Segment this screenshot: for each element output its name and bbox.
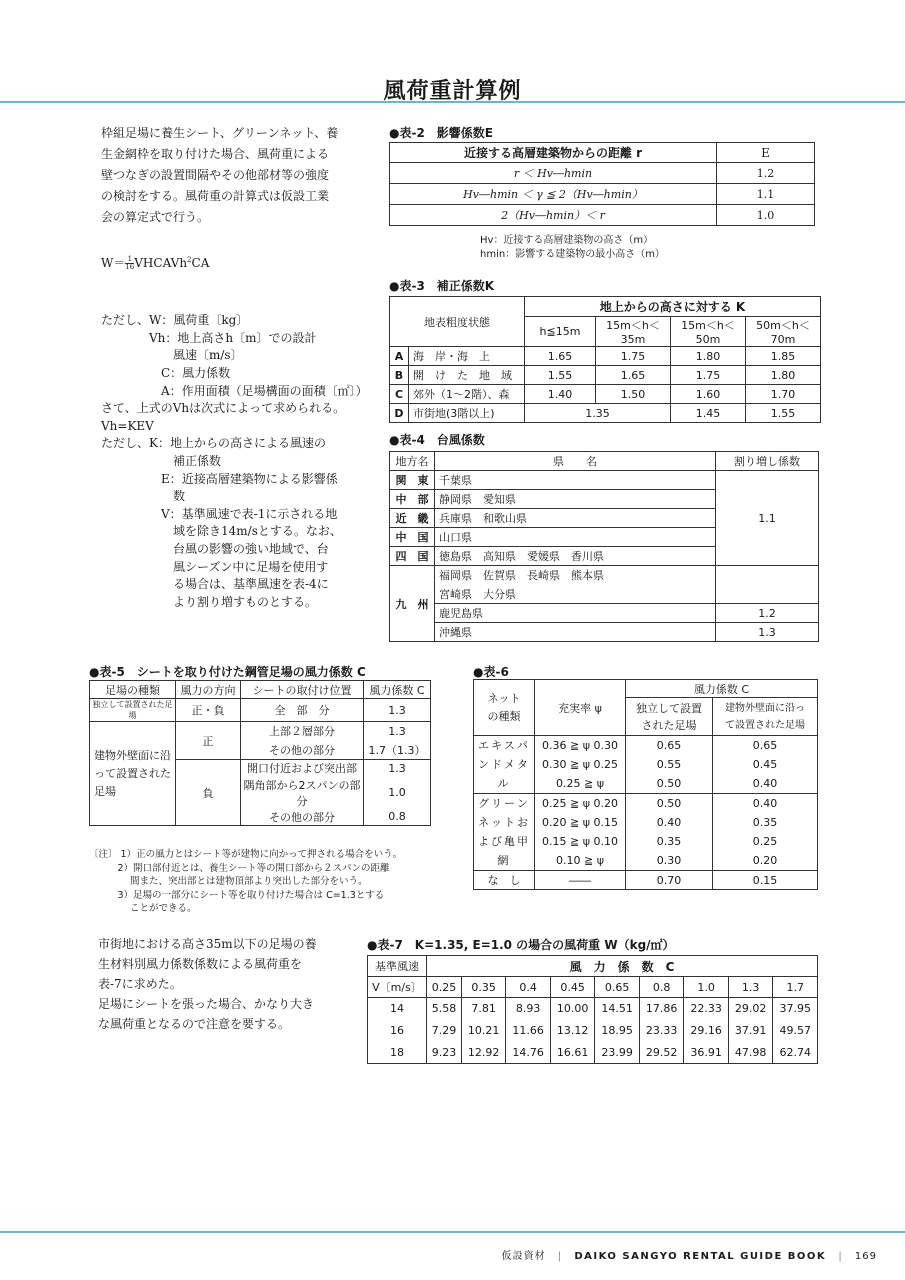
table-cell: 1.2 [716,604,819,623]
table-cell: 建物外壁面に沿って設置された足場 [90,722,176,826]
table-cell: 50m＜h＜70m [746,317,821,347]
table-cell: 23.99 [595,1042,640,1064]
table-cell: 7.81 [461,998,506,1020]
table-cell: 11.66 [506,1020,551,1042]
table6-heading: ●表-6 [473,665,509,679]
table-cell: 1.3 [364,722,431,741]
table-cell: 10.21 [461,1020,506,1042]
table-cell: 14.51 [595,998,640,1020]
table-cell: 0.20 ≧ ψ 0.15 [535,813,626,832]
table-cell: 0.35 [461,977,506,998]
table-cell: グリーンネットおよび亀甲網 [474,794,535,871]
table-cell: 1.7 [773,977,818,998]
table-cell: 0.50 [626,774,713,793]
table-cell: 18 [368,1042,427,1064]
table-cell: r ＜ Hv―hmin [390,163,717,184]
table-cell: エキスパンドメタル [474,736,535,794]
table-cell: 地上からの高さに対する K [525,297,821,317]
table-cell: 九 州 [390,566,435,642]
table-cell: 0.25 ≧ ψ 0.20 [535,794,626,813]
table-cell: 正 [176,722,241,760]
bottom-paragraph: 市街地における高さ35m以下の足場の養 生材料別風力係数係数による風荷重を 表-7に求めた。 足場にシートを張った場合、かなり大き な風荷重となるので注意を要する。 [98,937,317,1031]
table-cell: E [717,143,815,163]
table-cell: 正・負 [176,699,241,722]
formula-definitions: ただし、W：風荷重〔kg〕 Vh：地上高さh〔m〕での設計 風速〔m/s〕 C：風力係数 A：作用面積（足場構面の面積〔㎡〕） さて、上式のVhは次式によって求められる。 Vh=KEV ただし、K：地上からの高さによる風速の 補正係数 E：近接高層建築物による影響係 数 V：基準風速で表-1に示される地 域を除き14m/sとする。なお、 台風の影響の強い地域で、台 風シーズン中に足場を使用す る場合は、基準風速を表-4に より割り増すものとする。 [101,313,368,609]
table-cell: Hv―hmin ＜ γ ≦ 2（Hv―hmin） [390,184,717,205]
table-cell: 0.65 [712,736,817,755]
table-cell: 0.15 ≧ ψ 0.10 [535,832,626,851]
table-cell: 1.45 [671,404,746,423]
table-cell: 0.25 ≧ ψ [535,774,626,793]
table-cell: 四 国 [390,547,435,566]
table-cell: 充実率 ψ [535,680,626,736]
table3 [389,296,821,423]
table-cell: シートの取付け位置 [241,681,364,699]
table-cell: 隅角部から2スパンの部分 [241,777,364,809]
table-cell: 1.40 [525,385,596,404]
table-cell: 郊外（1〜2階）、森 [409,385,525,404]
table-cell: 18.95 [595,1020,640,1042]
table2-heading: ●表-2 影響係数E [389,126,493,140]
table-cell: 近 畿 [390,509,435,528]
table-cell: 0.40 [712,794,817,813]
table-cell: 風力係数 C [364,681,431,699]
table-cell: 29.16 [684,1020,729,1042]
table-cell: 1.80 [671,347,746,366]
table-cell: 風力係数 C [626,680,818,698]
table-cell: 県 名 [435,452,716,471]
table-cell: 0.55 [626,755,713,774]
table-cell: C [390,385,409,404]
table-cell: 0.10 ≧ ψ [535,851,626,870]
table-cell: 0.36 ≧ ψ 0.30 [535,736,626,755]
table-cell: 地表粗度状態 [390,297,525,347]
table-cell: 0.30 ≧ ψ 0.25 [535,755,626,774]
table-cell: V〔m/s〕 [368,977,427,998]
table7-heading: ●表-7 K=1.35, E=1.0 の場合の風荷重 W（kg/㎡） [367,938,675,952]
table-cell: 全 部 分 [241,699,364,722]
table-cell: 1.75 [596,347,671,366]
table-cell: 福岡県 佐賀県 長崎県 熊本県 [435,566,716,585]
table-cell: 0.65 [626,736,713,755]
table-cell: 沖縄県 [435,623,716,642]
table-cell: B [390,366,409,385]
table-cell: 62.74 [773,1042,818,1064]
table-cell: ネット の種類 [474,680,535,736]
table-cell: 足場の種類 [90,681,176,699]
table-cell: 1.85 [746,347,821,366]
table-cell: 1.3 [728,977,773,998]
table-cell: 0.25 [712,832,817,851]
intro-paragraph: 枠組足場に養生シート、グリーンネット、養 生金網枠を取り付けた場合、風荷重による 壁つなぎの設置間隔やその他部材等の強度 の検討をする。風荷重の計算式は仮設工業 会の算定式で行う。 [101,126,339,224]
table-cell: 1.0 [717,205,815,226]
table-cell: 0.45 [550,977,595,998]
table-cell: 5.58 [427,998,462,1020]
table-cell: 1.0 [364,777,431,809]
table-cell: 中 国 [390,528,435,547]
page-number: 169 [854,1251,877,1262]
table-cell: 29.52 [639,1042,684,1064]
table-cell: 0.50 [626,794,713,813]
table-cell: 開口付近および突出部 [241,760,364,777]
table-cell: 0.45 [712,755,817,774]
table-cell: 兵庫県 和歌山県 [435,509,716,528]
table-cell: 14 [368,998,427,1020]
table-cell: 負 [176,760,241,826]
table-cell: 37.95 [773,998,818,1020]
table-cell: 1.0 [684,977,729,998]
table-cell: 12.92 [461,1042,506,1064]
table-cell: 海 岸・海 上 [409,347,525,366]
footer-rule [0,1231,905,1233]
table-cell [716,566,819,604]
table5-notes: 〔注〕 1）正の風力とはシート等が建物に向かって押される場合をいう。 2）開口部付近とは、養生シート等の開口部から２スパンの距離 間また、突出部とは建物頂部より突出した部分をいう。 3）足場の一部分にシート等を取り付けた場合は C=1.3とする ことができる。 [89,849,403,914]
table-cell: 1.70 [746,385,821,404]
table-cell: 37.91 [728,1020,773,1042]
table-cell: 15m＜h＜50m [671,317,746,347]
table-cell: 開 け た 地 域 [409,366,525,385]
table-cell: 宮崎県 大分県 [435,585,716,604]
table-cell: 中 部 [390,490,435,509]
table-cell: 0.8 [639,977,684,998]
table-cell: 市街地(3階以上) [409,404,525,423]
page-title: 風荷重計算例 [383,79,522,104]
table-cell: 1.1 [717,184,815,205]
table-cell: 1.55 [746,404,821,423]
table-cell: 0.4 [506,977,551,998]
table-cell: 1.2 [717,163,815,184]
table-cell: 1.65 [596,366,671,385]
table-cell: 基準風速 [368,956,427,977]
table4-heading: ●表-4 台風係数 [389,433,485,447]
table-cell: 静岡県 愛知県 [435,490,716,509]
table-cell: 1.65 [525,347,596,366]
table-cell: 1.50 [596,385,671,404]
table-cell: 0.70 [626,871,713,890]
table5-heading: ●表-5 シートを取り付けた鋼管足場の風力係数 C [89,665,366,679]
table-cell: 1.80 [746,366,821,385]
table-cell: 0.65 [595,977,640,998]
table-cell: 鹿児島県 [435,604,716,623]
table-cell: A [390,347,409,366]
table-cell: 1.3 [716,623,819,642]
table-cell: 2（Hv―hmin）＜ r [390,205,717,226]
table-cell: 0.35 [626,832,713,851]
table2-notes: Hv：近接する高層建築物の高さ（m） hmin：影響する建築物の最小高さ（m） [480,235,665,260]
table-cell: 1.75 [671,366,746,385]
table-cell: 近接する高層建築物からの距離 r [390,143,717,163]
table-cell: 15m＜h＜35m [596,317,671,347]
table-cell: ―― [535,871,626,890]
table2 [389,142,815,226]
table-cell: 徳島県 高知県 愛媛県 香川県 [435,547,716,566]
table-cell: 14.76 [506,1042,551,1064]
footer-sep-2: | [838,1251,843,1262]
table-cell: 千葉県 [435,471,716,490]
table-cell: な し [474,871,535,890]
table-cell: 1.7（1.3） [364,741,431,760]
table-cell: 0.8 [364,809,431,826]
footer-brand: DAIKO SANGYO RENTAL GUIDE BOOK [574,1251,827,1262]
table-cell: 0.25 [427,977,462,998]
formula: W＝ $\frac{1}{16}$ VHCAVh$^2$CA [101,255,210,271]
table-cell: 1.55 [525,366,596,385]
table-cell: 13.12 [550,1020,595,1042]
table-cell: 建物外壁面に沿っ て設置された足場 [712,698,817,736]
table-cell: 8.93 [506,998,551,1020]
table-cell: 23.33 [639,1020,684,1042]
table-cell: 0.40 [712,774,817,793]
table-cell: 0.30 [626,851,713,870]
table-cell: 0.15 [712,871,817,890]
table3-heading: ●表-3 補正係数K [389,279,495,293]
table-cell: 1.3 [364,699,431,722]
table-cell: D [390,404,409,423]
table5 [89,680,431,826]
table-cell: 1.3 [364,760,431,777]
table-cell: 山口県 [435,528,716,547]
footer [502,1247,877,1262]
table-cell: 割り増し係数 [716,452,819,471]
table-cell: 独立して設置された足場 [90,699,176,722]
table-cell: 1.60 [671,385,746,404]
table7 [367,955,818,1064]
footer-section: 仮設資材 [501,1251,546,1262]
table-cell: 7.29 [427,1020,462,1042]
table-cell: 16 [368,1020,427,1042]
footer-sep-1: | [557,1251,563,1262]
table-cell: 地方名 [390,452,435,471]
table-cell: 風力の方向 [176,681,241,699]
table-cell: 1.35 [525,404,671,423]
table-cell: その他の部分 [241,741,364,760]
table-cell: 16.61 [550,1042,595,1064]
table-cell: 22.33 [684,998,729,1020]
table-cell: 独立して設置 された足場 [626,698,713,736]
table-cell: 0.40 [626,813,713,832]
table-cell: 上部２層部分 [241,722,364,741]
table-cell: 10.00 [550,998,595,1020]
table-cell: 47.98 [728,1042,773,1064]
table-cell: 風 力 係 数 C [427,956,818,977]
table-cell: 49.57 [773,1020,818,1042]
table-cell: 1.1 [716,471,819,566]
table4 [389,451,819,642]
table-cell: 36.91 [684,1042,729,1064]
table-cell: 0.35 [712,813,817,832]
table6 [473,679,818,890]
table-cell: 9.23 [427,1042,462,1064]
table-cell: その他の部分 [241,809,364,826]
table-cell: h≦15m [525,317,596,347]
table-cell: 29.02 [728,998,773,1020]
table-cell: 0.20 [712,851,817,870]
table-cell: 関 東 [390,471,435,490]
table-cell: 17.86 [639,998,684,1020]
